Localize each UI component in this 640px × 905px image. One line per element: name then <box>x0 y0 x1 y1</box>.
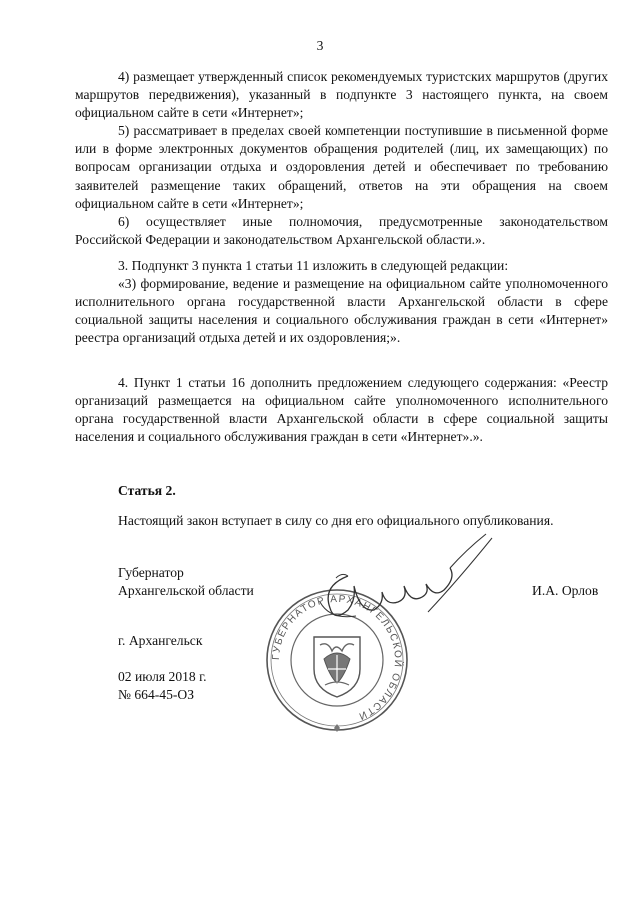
article-2-text: Настоящий закон вступает в силу со дня его официального опубликования. <box>118 513 554 528</box>
amendment-4-block <box>75 374 608 446</box>
place-of-signing: г. Архангельск <box>118 633 203 648</box>
subitems-block <box>75 68 608 249</box>
seal-text: ГУБЕРНАТОР АРХАНГЕЛЬСКОЙ ОБЛАСТИ <box>270 593 404 722</box>
page-number: 3 <box>316 38 324 53</box>
signing-date: 02 июля 2018 г. <box>118 669 207 684</box>
amendment-3-intro: 3. Подпункт 3 пункта 1 статьи 11 изложить в следующей редакции: <box>118 258 509 273</box>
subitem-5: 5) рассматривает в пределах своей компетенции поступившие в письменной форме или в форме электронных документов обращения родителей (лиц, их замещающих) по вопросам организации отдыха и оздоровления детей и обеспечивает по требованию заявителей размещение таких обращений, ответов на эти обращения на своем официальном сайте в сети «Интернет»; <box>75 123 608 211</box>
subitem-6: 6) осуществляет иные полномочия, предусмотренные законодательством Российской Федерации и законодательством Архангельской области.». <box>75 213 608 247</box>
handwritten-signature <box>300 528 500 638</box>
signatory-name: И.А. Орлов <box>532 583 599 598</box>
subitem-4: 4) размещает утвержденный список рекомендуемых туристских маршрутов (других маршрутов передвижения), указанный в подпункте 3 настоящего пункта, на своем официальном сайте в сети «Интернет»; <box>75 69 608 121</box>
signatory-position-line2: Архангельской области <box>118 583 254 598</box>
law-number: № 664-45-ОЗ <box>118 687 195 702</box>
signatory-position-line1: Губернатор <box>118 565 184 580</box>
amendment-3-block <box>75 257 608 347</box>
amendment-3-text: «3) формирование, ведение и размещение на официальном сайте уполномоченного исполнительного органа государственной власти Архангельской области в сфере социальной защиты населения и социального обслуживания граждан в сети «Интернет» реестра организаций отдыха детей и их оздоровления;». <box>75 276 608 346</box>
amendment-4-text: 4. Пункт 1 статьи 16 дополнить предложением следующего содержания: «Реестр организаций размещается на официальном сайте уполномоченного исполнительного органа государственной власти Архангельской области в сфере социальной защиты населения и социального обслуживания граждан в сети «Интернет».». <box>75 375 608 445</box>
article-2-heading: Статья 2. <box>118 483 176 498</box>
